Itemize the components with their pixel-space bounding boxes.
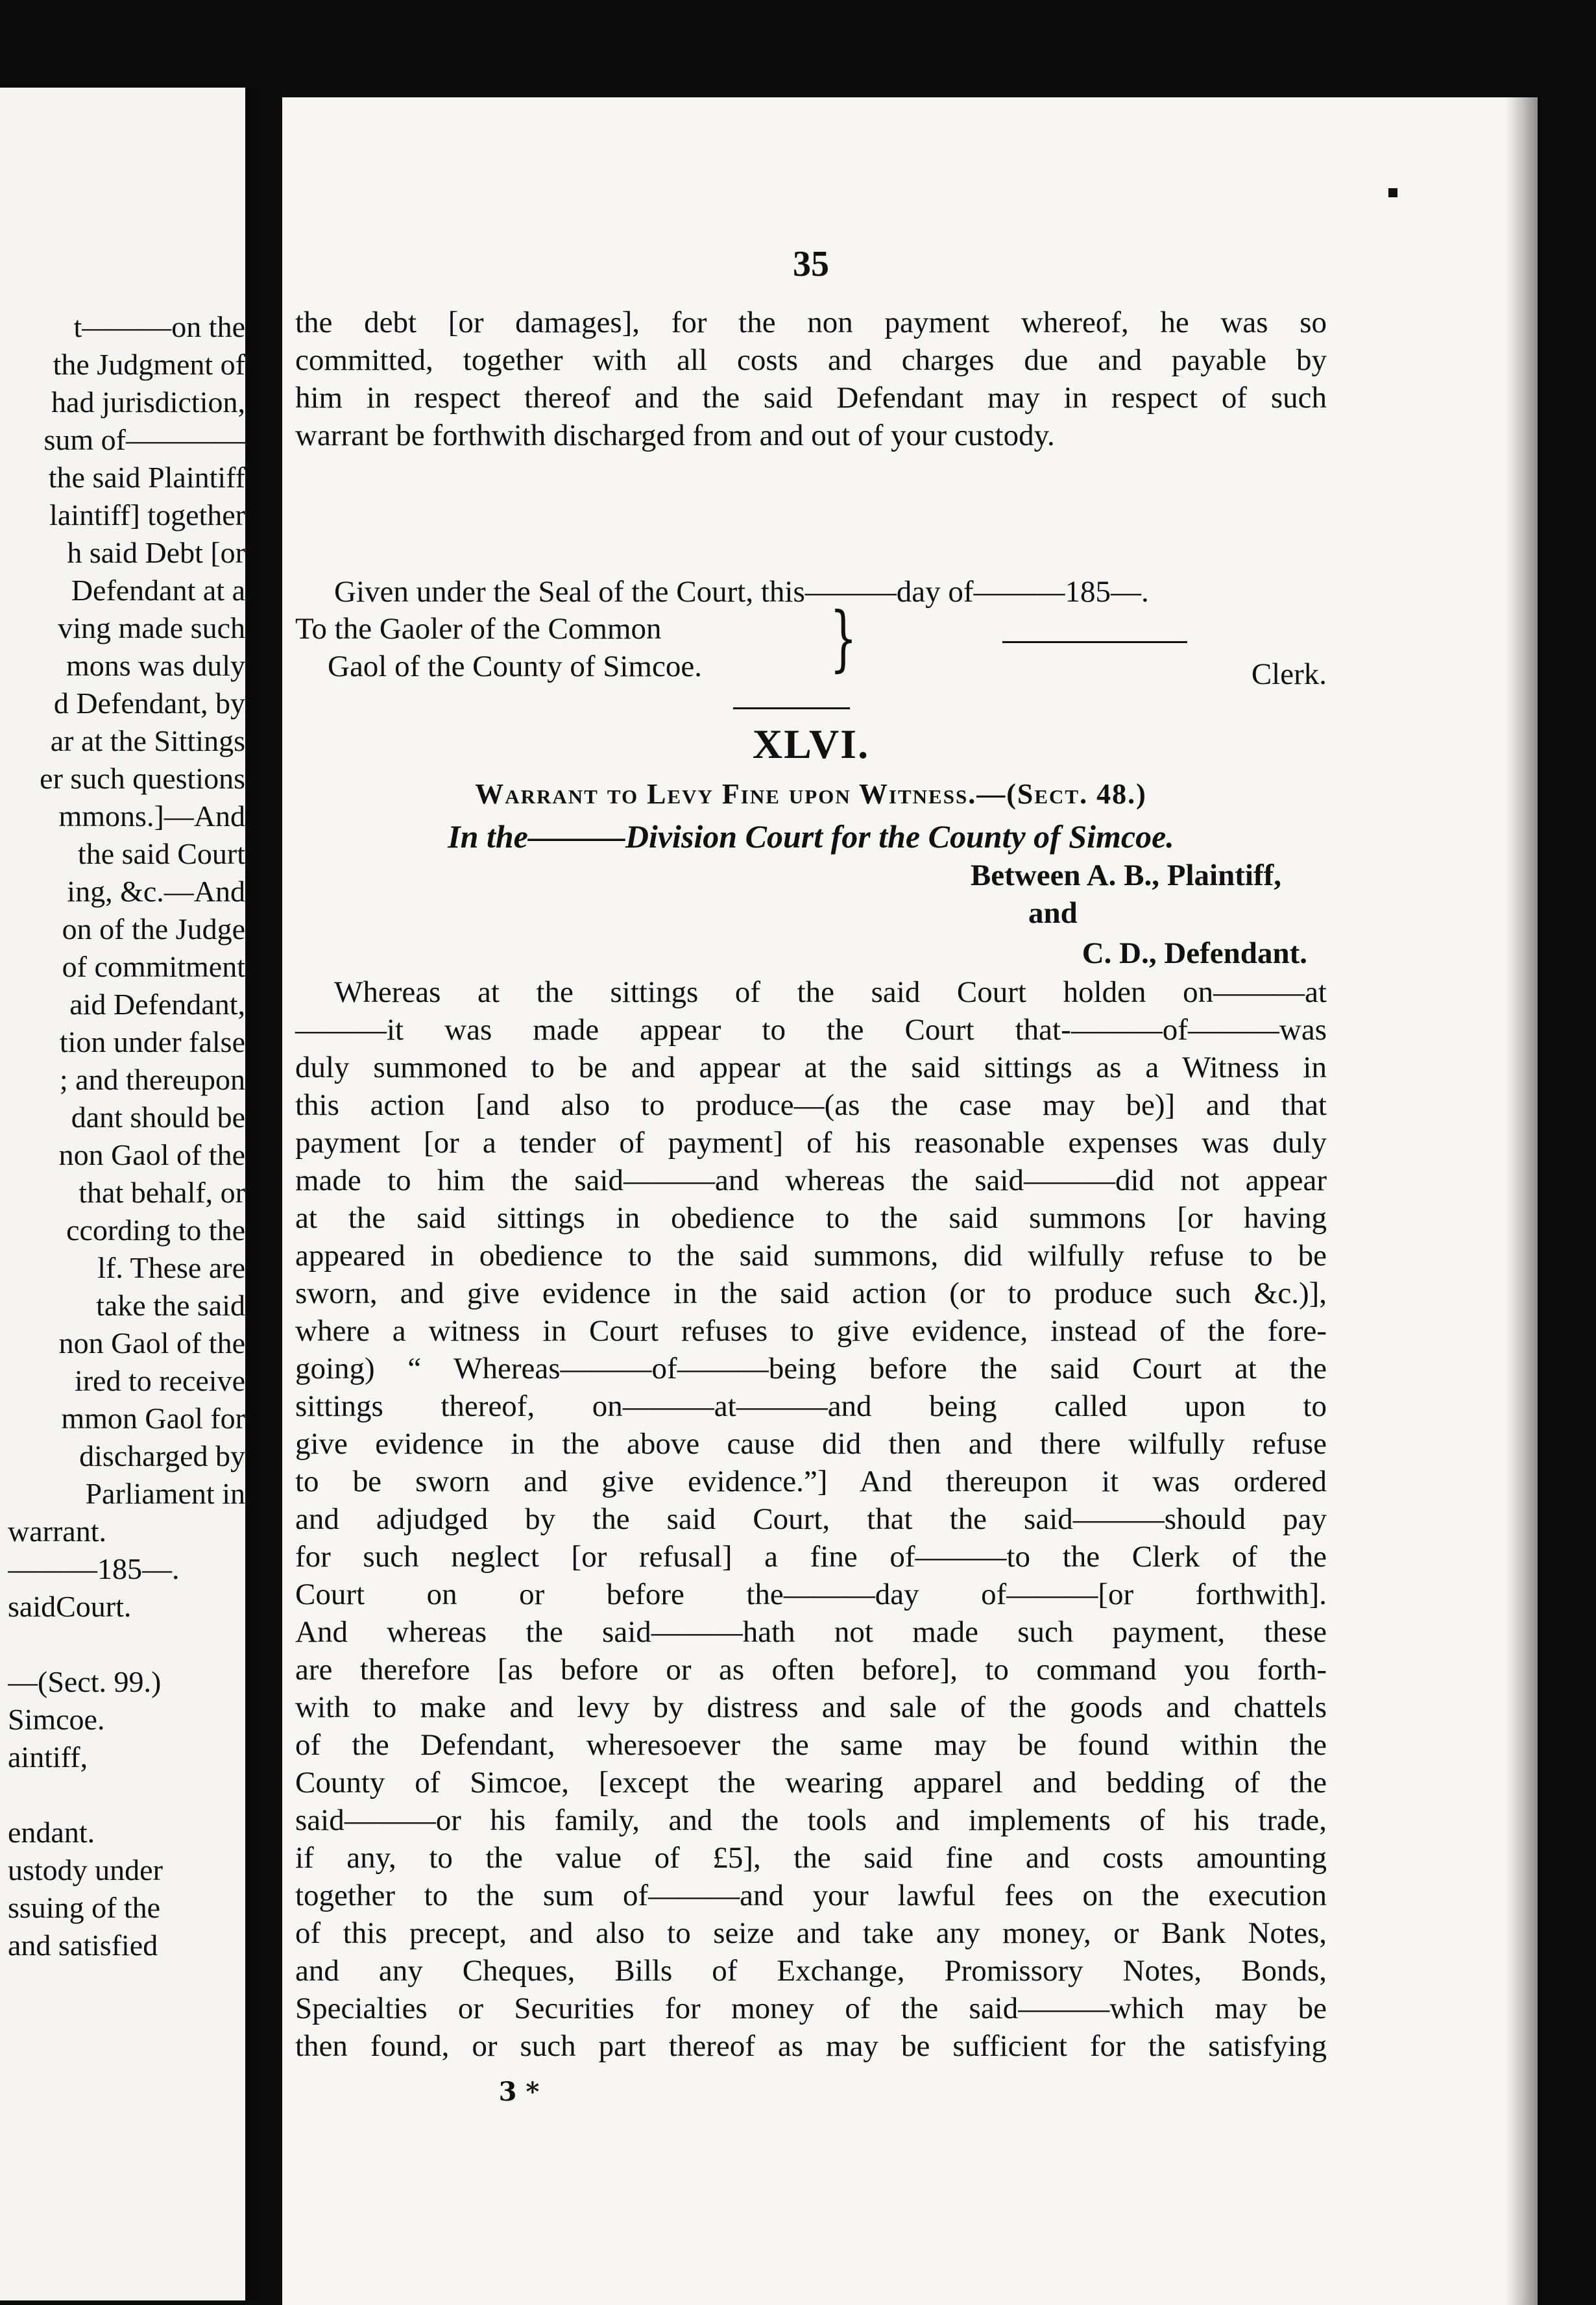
body-line: said———or his family, and the tools and implements of his trade, [295,1803,1327,1837]
left-page-line: ar at the Sittings [50,724,245,757]
body-line: are therefore [as before or as often before], to command you forth- [295,1653,1327,1687]
left-page-line: and satisfied [8,1929,158,1962]
body-line: ———it was made appear to the Court that-———of———was [295,1013,1327,1047]
left-page-line: aid Defendant, [69,988,245,1021]
left-page-line: of commitment [62,950,245,983]
left-page-line: that behalf, or [79,1176,245,1209]
signature-rule [1002,641,1187,643]
body-line: payment [or a tender of payment] of his reasonable expenses was duly [295,1126,1327,1160]
body-line: going) “ Whereas———of———being before the said Court at the [295,1352,1327,1385]
left-page-line: endant. [8,1816,95,1849]
defendant-line: C. D., Defendant. [1082,936,1307,970]
body-line: made to him the said———and whereas the said———did not appear [295,1164,1327,1197]
left-page-line: Simcoe. [8,1703,105,1736]
left-page-line: Parliament in [85,1477,245,1510]
left-page-line: h said Debt [or [67,536,245,569]
left-page-line: discharged by [79,1439,245,1472]
left-page-line: ssuing of the [8,1891,161,1924]
left-page-line: take the said [96,1289,245,1322]
body-line: for such neglect [or refusal] a fine of———to the Clerk of the [295,1540,1327,1574]
left-page-line: mmon Gaol for [61,1402,245,1435]
left-page-line: ired to receive [74,1364,245,1397]
left-page-fragment [0,88,260,2300]
body-line: together to the sum of———and your lawful fees on the execution [295,1879,1327,1912]
page-edge-shadow [1505,97,1538,2305]
left-page-line: ustody under [8,1853,163,1886]
left-page-line: the said Court [77,837,245,870]
left-page-line: Defendant at a [71,574,245,607]
left-page-line: t———on the [73,310,245,343]
to-gaoler-line-1: To the Gaoler of the Common [295,612,662,646]
left-page-line: sum of———— [43,423,245,456]
section-divider-rule [733,707,850,709]
body-line: with to make and levy by distress and sale of the goods and chattels [295,1690,1327,1724]
left-page-line [8,1776,245,1814]
left-page-line: ———185—. [8,1552,180,1585]
left-page-line: mmons.]—And [58,799,245,833]
form-number-heading: XLVI. [752,721,870,767]
book-spine-gutter [245,88,260,2300]
body-line: then found, or such part thereof as may be sufficient for the satisfying [295,2029,1327,2063]
left-page-line: d Defendant, by [53,687,245,720]
body-line: appeared in obedience to the said summons, did wilfully refuse to be [295,1239,1327,1273]
left-page-line: aintiff, [8,1740,88,1774]
continuation-line: the debt [or damages], for the non payment whereof, he was so [295,306,1327,339]
body-line: give evidence in the above cause did then and there wilfully refuse [295,1427,1327,1461]
left-page-line: dant should be [71,1101,245,1134]
book-page [282,97,1538,2305]
body-line: if any, to the value of £5], the said fine and costs amounting [295,1841,1327,1875]
left-page-line: lf. These are [97,1251,245,1284]
left-page-line: tion under false [59,1025,245,1058]
body-line: Court on or before the———day of———[or forthwith]. [295,1578,1327,1611]
continuation-line: warrant be forthwith discharged from and out of your custody. [295,419,1055,452]
body-line: to be sworn and give evidence.”] And thereupon it was ordered [295,1465,1327,1498]
body-line: sworn, and give evidence in the said action (or to produce such &c.)], [295,1276,1327,1310]
right-brace-icon: } [830,596,857,679]
body-line: And whereas the said———hath not made such payment, these [295,1615,1327,1649]
body-line: at the said sittings in obedience to the said summons [or having [295,1201,1327,1235]
body-line: duly summoned to be and appear at the said sittings as a Witness in [295,1051,1327,1084]
continuation-line: him in respect thereof and the said Defendant may in respect of such [295,381,1327,415]
left-page-line: ving made such [58,611,245,644]
clerk-signature-label: Clerk. [1251,657,1327,691]
body-line: sittings thereof, on———at———and being called upon to [295,1389,1327,1423]
body-line: where a witness in Court refuses to give evidence, instead of the fore- [295,1314,1327,1348]
body-line: of this precept, and also to seize and take any money, or Bank Notes, [295,1916,1327,1950]
page-mark [1388,188,1397,197]
given-under-seal-line: Given under the Seal of the Court, this———day of———185—. [334,575,1149,609]
page-number: 35 [793,244,829,284]
left-page-line: er such questions [40,762,245,795]
body-line: and adjudged by the said Court, that the said———should pay [295,1502,1327,1536]
left-page-line: non Gaol of the [58,1138,245,1171]
left-page-line: non Gaol of the [58,1326,245,1360]
left-page-line: laintiff] together [49,498,245,531]
signature-mark: 3 * [498,2077,540,2107]
left-page-line: mons was duly [66,649,245,682]
continuation-line: committed, together with all costs and charges due and payable by [295,343,1327,377]
body-line: and any Cheques, Bills of Exchange, Promissory Notes, Bonds, [295,1954,1327,1988]
court-line: In the———Division Court for the County of Simcoe. [448,818,1174,855]
body-line: of the Defendant, wheresoever the same may be found within the [295,1728,1327,1762]
to-gaoler-line-2: Gaol of the County of Simcoe. [328,650,702,683]
left-page-line: the said Plaintiff [48,461,245,494]
body-line: this action [and also to produce—(as the case may be)] and that [295,1088,1327,1122]
body-line: Specialties or Securities for money of the said———which may be [295,1992,1327,2025]
left-page-line: on of the Judge [62,912,245,945]
and-line: and [1028,896,1078,930]
left-page-line: the Judgment of [53,348,245,381]
left-page-line: warrant. [8,1515,106,1548]
left-page-line: ccording to the [66,1213,245,1247]
left-page-line: saidCourt. [8,1590,132,1623]
left-page-line: ing, &c.—And [67,875,245,908]
left-page-line: —(Sect. 99.) [8,1665,162,1698]
left-page-line: had jurisdiction, [51,385,245,419]
form-title: Warrant to Levy Fine upon Witness.—(Sect. 48.) [475,778,1147,810]
left-page-line: ; and thereupon [59,1063,245,1096]
body-line: Whereas at the sittings of the said Court holden on———at [334,975,1327,1009]
left-page-line [8,1626,245,1663]
body-line: County of Simcoe, [except the wearing apparel and bedding of the [295,1766,1327,1799]
between-plaintiff-line: Between A. B., Plaintiff, [970,859,1281,892]
